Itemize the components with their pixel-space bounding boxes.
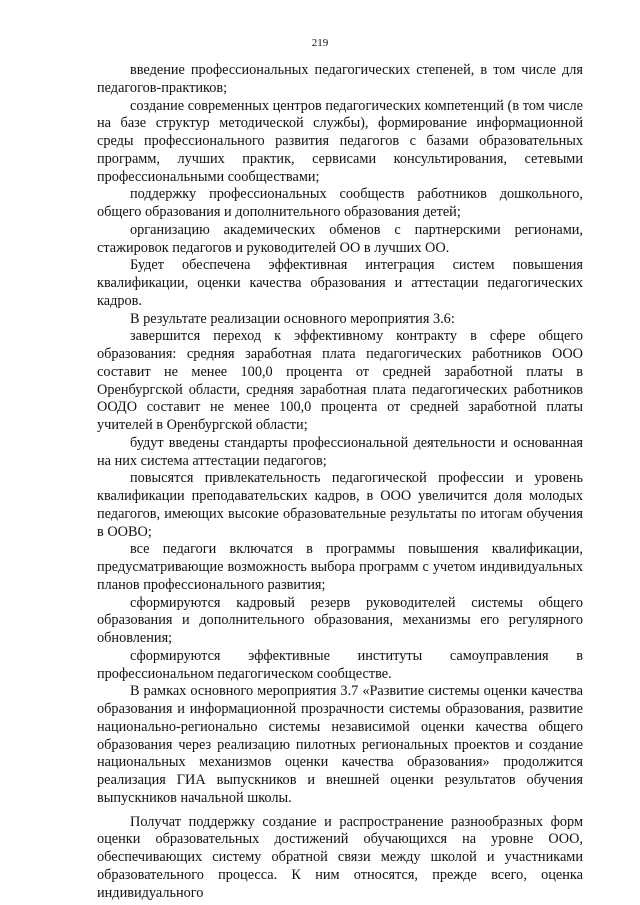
paragraph: завершится переход к эффективному контракту в сфере общего образования: средняя заработная плата педагогических работников ООО составит не менее 100,0 процента от средней заработной платы в Оренбургской области, средняя заработная плата педагогических работников ООДО составит не менее 100,0 процента от средней заработной платы учителей в Оренбургской области;	[97, 328, 583, 433]
paragraph: сформируются эффективные институты самоуправления в профессиональном педагогическом сообществе.	[97, 647, 583, 682]
paragraph: Получат поддержку создание и распространение разнообразных форм оценки образовательных достижений обучающихся на уровне ООО, обеспечивающих систему обратной связи между школой и участниками образовательного процесса. К ним относятся, прежде всего, оценка индивидуального	[97, 813, 583, 901]
paragraph: В результате реализации основного мероприятия 3.6:	[130, 310, 455, 327]
paragraph: поддержку профессиональных сообществ работников дошкольного, общего образования и дополнительного образования детей;	[97, 186, 583, 220]
document-body	[97, 62, 583, 902]
paragraph: введение профессиональных педагогических степеней, в том числе для педагогов-практиков;	[97, 62, 583, 96]
paragraph: создание современных центров педагогических компетенций (в том числе на базе структур методической службы), формирование информационной среды профессионального развития педагогов с базами образовательных программ, лучших практик, сервисами консультирования, сетевыми профессиональными сообществами;	[97, 97, 583, 185]
paragraph: организацию академических обменов с партнерскими регионами, стажировок педагогов и руководителей ОО в лучших ОО.	[97, 221, 583, 256]
paragraph: Будет обеспечена эффективная интеграция систем повышения квалификации, оценки качества образования и аттестации педагогических кадров.	[97, 257, 583, 309]
page-number: 219	[311, 37, 329, 49]
paragraph: В рамках основного мероприятия 3.7 «Развитие системы оценки качества образования и информационной прозрачности системы образования, развитие национально-регионально системы независимой оценки качества общего образования через реализацию пилотных региональных проектов и создание национальных механизмов оценки качества образования» продолжится реализация ГИА выпускников и внешней оценки результатов обучения выпускников начальной школы.	[97, 683, 583, 806]
paragraph: сформируются кадровый резерв руководителей системы общего образования и дополнительного образования, механизмы его регулярного обновления;	[97, 594, 583, 646]
paragraph: будут введены стандарты профессиональной деятельности и основанная на них система аттестации педагогов;	[97, 434, 583, 469]
paragraph: повысятся привлекательность педагогической профессии и уровень квалификации преподавательских кадров, в ООО увеличится доля молодых педагогов, имеющих высокие образовательные результаты по итогам обучения в ООВО;	[97, 470, 583, 540]
paragraph: все педагоги включатся в программы повышения квалификации, предусматривающие возможность выбора программ с учетом индивидуальных планов профессионального развития;	[97, 541, 583, 593]
